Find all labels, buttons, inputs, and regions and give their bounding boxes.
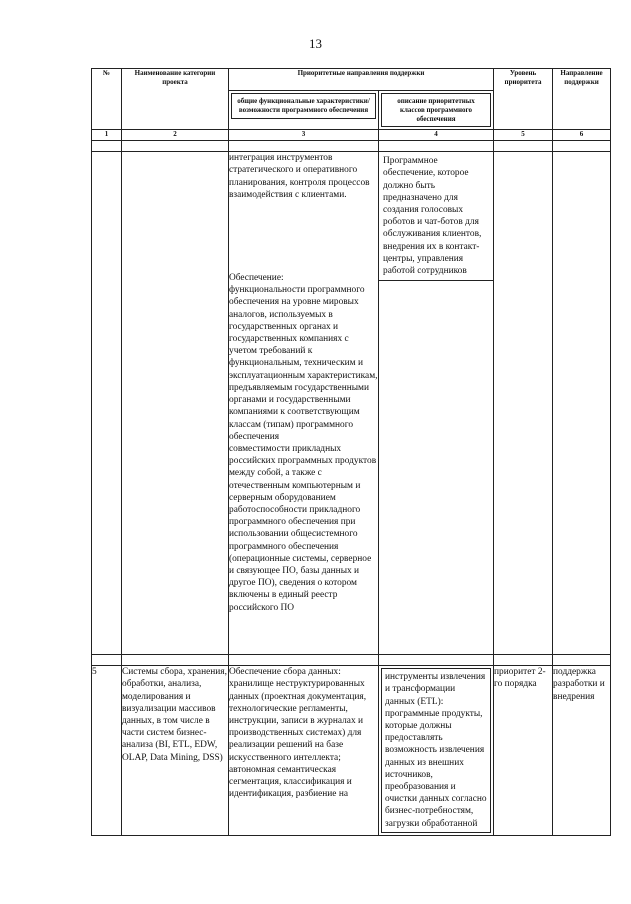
header-general-characteristics-cell: [229, 91, 379, 130]
spacer-row: [92, 141, 611, 152]
column-number-6: 6: [553, 130, 611, 141]
column-number-5: 5: [494, 130, 553, 141]
spacer-row: [92, 655, 611, 666]
column-number-3: 3: [229, 130, 379, 141]
header-general-characteristics: общие функциональные характеристики/ возможности программного обеспечения: [231, 93, 376, 119]
continuation-class-description: Программное обеспечение, которое должно быть предназначено для создания голосовых роботов и чат-ботов для обслуживания клиентов, внедрения их в контакт-центры, управления работой сотрудников: [379, 152, 493, 281]
column-number-4: 4: [379, 130, 494, 141]
row-5-priority-level: приоритет 2-го порядка: [494, 666, 553, 836]
row-5-class-description: инструменты извлечения и трансформации данных (ETL): программные продукты, которые должны предоставлять возможность извлечения данных из внешних источников, преобразования и очистки данных согласно бизнес-потребностям, загрузки обработанной: [381, 668, 491, 833]
header-project-category: Наименование категории проекта: [122, 69, 229, 130]
continuation-characteristics-b: Обеспечение: функциональности программного обеспечения на уровне мировых аналогов, используемых в государственных органах и государственных компаниях с учетом требований к функциональным, техническим и эксплуатационным характеристикам, предъявляемым государственными органами и государственными компаниями к соответствующим классам (типам) программного обеспечения совместимости прикладных российских программных продуктов между собой, а также с отечественным компьютерным и серверным оборудованием работоспособности прикладного программного обеспечения при использовании общесистемного программного обеспечения (операционные системы, серверное и связующее ПО, базы данных и другое ПО), сведения о котором включены в единый реестр российского ПО: [229, 273, 378, 613]
row-5-number: 5: [92, 666, 122, 836]
priority-table: [91, 68, 611, 836]
header-priority-directions: Приоритетные направления поддержки: [229, 69, 494, 91]
column-number-1: 1: [92, 130, 122, 141]
table-row-continuation: [92, 152, 611, 655]
column-number-2: 2: [122, 130, 229, 141]
continuation-class-description-cell: [379, 152, 494, 655]
continuation-characteristics-cell: [229, 152, 379, 655]
header-support-direction: Направление поддержки: [553, 69, 611, 130]
column-numbers-row: [92, 130, 611, 141]
page-number: 13: [309, 36, 322, 51]
header-number: №: [92, 69, 122, 130]
row-5-support-direction: поддержка разработки и внедрения: [553, 666, 611, 836]
row-5-characteristics: Обеспечение сбора данных: хранилище неструктурированных данных (проектная документация, технологические регламенты, инструкции, записи в журналах и производственных системах) для реализации решений на базе искусственного интеллекта; автономная семантическая сегментация, классификация и идентификация, разбиение на: [229, 666, 379, 836]
row-5-category: Системы сбора, хранения, обработки, анализа, моделирования и визуализации массивов данных, в том числе в части систем бизнес-анализа (BI, ETL, EDW, OLAP, Data Mining, DSS): [122, 666, 229, 836]
row-5-class-description-cell: [379, 666, 494, 836]
continuation-characteristics-a: интеграция инструментов стратегического и оперативного планирования, контроля процессов взаимодействия с клиентами.: [229, 153, 370, 200]
header-priority-level: Уровень приоритета: [494, 69, 553, 130]
table-row-5: [92, 666, 611, 836]
header-class-description: описание приоритетных классов программного обеспечения: [381, 93, 491, 127]
header-class-description-cell: [379, 91, 494, 130]
